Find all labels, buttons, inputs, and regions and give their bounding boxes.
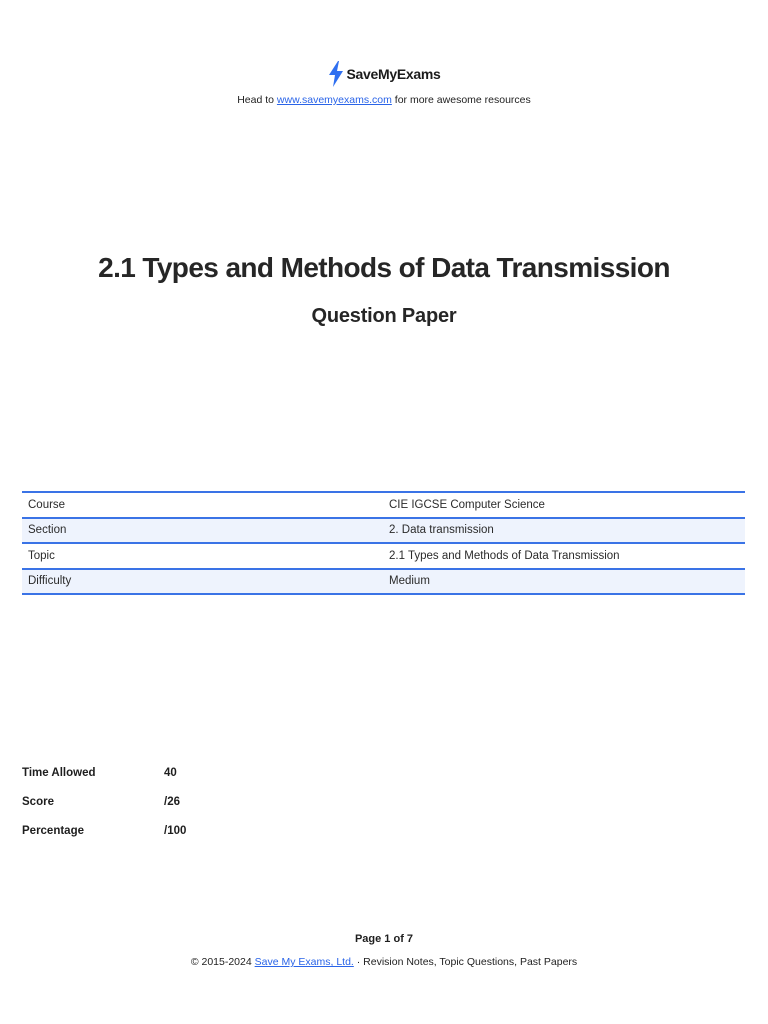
table-row: [22, 492, 745, 518]
score-value: /26: [164, 795, 180, 808]
copyright-suffix: · Revision Notes, Topic Questions, Past Papers: [356, 956, 578, 968]
table-row: [22, 518, 745, 544]
table-row: [22, 569, 745, 595]
score-label: Score: [22, 795, 54, 808]
stat-row-percentage: [22, 816, 244, 845]
page-title: 2.1 Types and Methods of Data Transmission: [98, 252, 670, 283]
copyright-line: [0, 956, 768, 968]
time-allowed-label: Time Allowed: [22, 766, 96, 779]
info-table: [22, 491, 745, 595]
topic-value: 2.1 Types and Methods of Data Transmission: [383, 543, 745, 569]
percentage-label: Percentage: [22, 824, 85, 837]
lightning-bolt-icon: [328, 61, 344, 87]
brand-name: SaveMyExams: [346, 66, 441, 82]
difficulty-label: Difficulty: [22, 569, 383, 595]
percentage-value: /100: [164, 824, 187, 837]
time-allowed-value: 40: [164, 766, 177, 779]
resource-line: [0, 94, 768, 106]
website-link[interactable]: www.savemyexams.com: [276, 94, 392, 106]
resource-prefix: Head to: [237, 94, 274, 106]
table-row: [22, 543, 745, 569]
copyright-prefix: © 2015-2024: [190, 956, 252, 968]
stat-row-time: [22, 758, 244, 787]
section-label: Section: [22, 518, 383, 544]
topic-label: Topic: [22, 543, 383, 569]
page-subtitle: Question Paper: [311, 305, 457, 327]
stats-block: [22, 758, 244, 845]
difficulty-value: Medium: [383, 569, 745, 595]
company-link[interactable]: Save My Exams, Ltd.: [254, 956, 354, 968]
section-value: 2. Data transmission: [383, 518, 745, 544]
brand-logo[interactable]: [328, 60, 441, 88]
resource-suffix: for more awesome resources: [394, 94, 531, 106]
page-header: [0, 60, 768, 106]
stat-row-score: [22, 787, 244, 816]
course-label: Course: [22, 492, 383, 518]
course-value: CIE IGCSE Computer Science: [383, 492, 745, 518]
page-number: Page 1 of 7: [354, 933, 414, 945]
